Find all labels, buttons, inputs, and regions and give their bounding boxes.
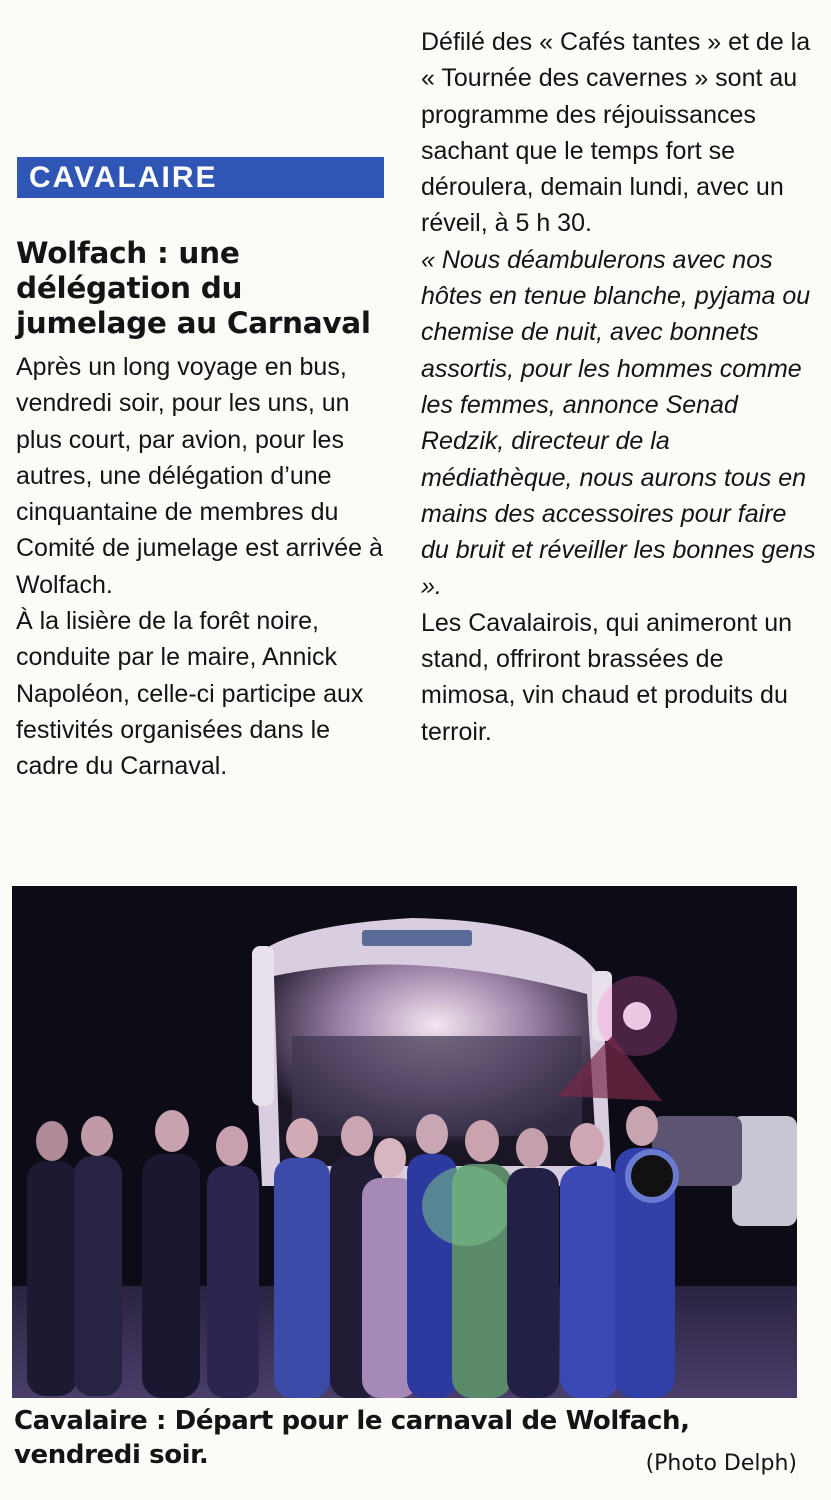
photo-caption: Cavalaire : Départ pour le carnaval de Wolfach, vendredi soir. xyxy=(14,1406,690,1470)
article-headline: Wolfach : une délégation du jumelage au Carnaval xyxy=(16,236,371,340)
article-photo xyxy=(12,886,797,1398)
paragraph: Les Cavalairois, qui animeront un stand, offriront brassées de mimosa, vin chaud et produits du terroir. xyxy=(421,608,793,746)
photo-credit: (Photo Delph) xyxy=(645,1451,797,1476)
paragraph: Après un long voyage en bus, vendredi soir, pour les uns, un plus court, par avion, pour les autres, une délégation d’une cinquantaine de membres du Comité de jumelage est arrivée à Wolfach. xyxy=(16,353,383,599)
article-column-right xyxy=(421,24,821,750)
section-label: CAVALAIRE xyxy=(17,157,384,198)
quote-paragraph: « Nous déambulerons avec nos hôtes en tenue blanche, pyjama ou chemise de nuit, avec bonnets assortis, pour les hommes comme les femmes, annonce Senad Redzik, directeur de la médiathèque, nous aurons tous en mains des accessoires pour faire du bruit et réveiller les bonnes gens ». xyxy=(421,245,816,601)
article-column-left xyxy=(16,349,396,785)
paragraph: Défilé des « Cafés tantes » et de la « Tournée des cavernes » sont au programme des réjouissances sachant que le temps fort se déroulera, demain lundi, avec un réveil, à 5 h 30. xyxy=(421,28,811,238)
photo-illustration xyxy=(12,886,797,1398)
paragraph: À la lisière de la forêt noire, conduite par le maire, Annick Napoléon, celle-ci participe aux festivités organisées dans le cadre du Carnaval. xyxy=(16,607,364,781)
